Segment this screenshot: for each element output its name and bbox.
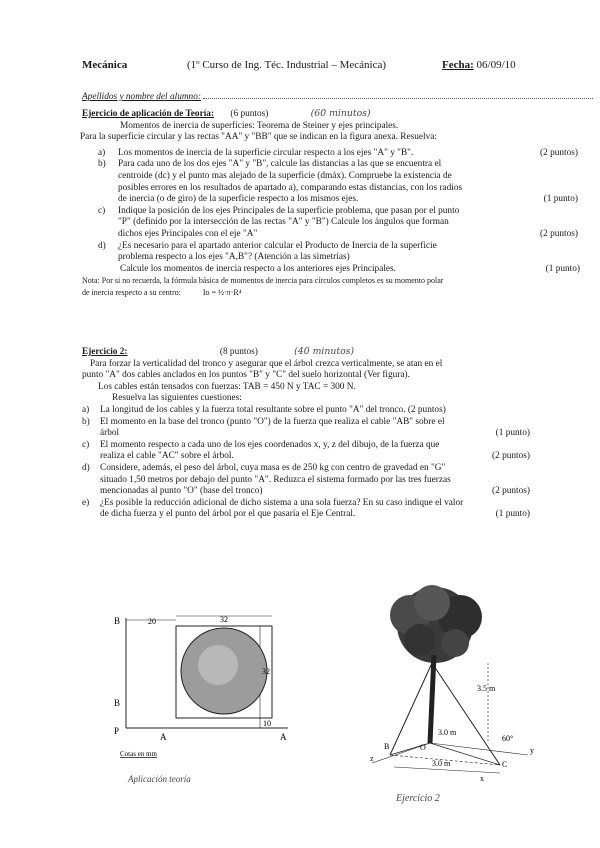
item-line [82, 451, 530, 463]
axis-y [430, 743, 528, 755]
item-label: c) [82, 439, 90, 450]
item-text: centroide (dc) y el punto mas alejado de la superficie (dmáx). Compruebe la existencia de [118, 170, 452, 181]
figure-tree [360, 585, 550, 815]
item-line [82, 229, 578, 241]
exercise2-intro3: Los cables están tensados con fuerzas: TAB = 450 N y TAC = 300 N. [98, 381, 356, 392]
item-text: "P" (definido por la intersección de las rectas "A" y "B") Calcule los ángulos que forman [118, 217, 449, 228]
label-B-top: B [114, 616, 121, 626]
item-text: posibles errores en los resultados de apartado a), comparando estas distancias, con los radios [118, 182, 463, 193]
cable-AB [390, 663, 432, 755]
exercise1-principal: Calcule los momentos de inercia respecto a los anteriores ejes Principales. (1 punto) [120, 263, 580, 274]
student-name-field[interactable] [203, 90, 593, 99]
label-z: z [370, 754, 374, 763]
item-line [82, 183, 578, 195]
dim-32-side: 32 [262, 667, 270, 676]
dim-angle: 60° [502, 734, 514, 743]
date-value: 06/09/10 [476, 59, 516, 71]
exercise1-handnote: (60 minutos) [310, 108, 371, 119]
student-name-label: Apellidos y nombre del alumno: [82, 90, 593, 104]
handnote-aplicacion: Aplicación teoría [128, 774, 191, 784]
exercise1-note1: Nota: Por si no recuerda, la fórmula básica de momentos de inercia para círculos completos es su momento polar [82, 276, 444, 286]
item-line [82, 206, 578, 218]
exercise1-note2: de inercia respecto a su centro: Io = ½·π·R⁴ [82, 287, 242, 297]
item-points: (1 punto) [543, 194, 578, 205]
label-A-left: A [160, 732, 167, 742]
item-points: (2 puntos) [492, 486, 530, 497]
handnote-ejercicio2: Ejercicio 2 [396, 793, 440, 804]
exercise1-points: (6 puntos) [230, 109, 269, 119]
item-text: realiza el cable "AC" sobre el árbol. [100, 451, 234, 462]
tree-trunk [430, 655, 434, 743]
item-line [82, 440, 530, 452]
exercise2-items [82, 404, 530, 521]
exercise1 [80, 108, 580, 299]
label-y: y [530, 746, 534, 755]
caption-cotas: Cotas en mm [120, 750, 157, 758]
dim-10: 10 [263, 719, 271, 728]
item-label: d) [82, 462, 90, 473]
dim-30-left: 3.0 m [438, 728, 457, 737]
item-label: d) [98, 240, 106, 251]
item-text: ¿Es necesario para el apartado anterior calcular el Producto de Inercia de la superficie [118, 240, 437, 251]
item-text: ¿Es posible la reducción adicional de dicho sistema a una sola fuerza? En su caso indique el valor [100, 497, 464, 508]
item-text: El momento en la base del tronco (punto "O") de la fuerza que realiza el cable "AB" sobre el [100, 416, 445, 427]
item-line [82, 498, 530, 510]
item-text: mencionadas al punto "O" (base del tronco) [100, 486, 263, 497]
item-line [82, 159, 578, 171]
item-label: b) [98, 159, 106, 170]
exercise2-handnote: (40 minutos) [294, 346, 355, 357]
item-line [82, 475, 530, 487]
exercise1-items [82, 147, 578, 264]
item-label: a) [82, 404, 90, 415]
date-label: Fecha: [442, 59, 474, 71]
item-line [82, 417, 530, 429]
item-label: e) [82, 497, 90, 508]
label-A-right: A [280, 732, 287, 742]
item-text: de dicha fuerza y el punto del árbol por el que pasaría el Eje Central. [100, 509, 356, 520]
item-text: El momento respecto a cada uno de los ejes coordenados x, y, z del dibujo, de la fuerza que [100, 439, 440, 450]
exercise1-intro1: Momentos de inercia de superficies: Teorema de Steiner y ejes principales. [120, 120, 399, 131]
item-line [82, 252, 578, 264]
item-line [82, 428, 530, 440]
item-line [82, 171, 578, 183]
item-line [82, 194, 578, 206]
item-text: árbol [100, 428, 120, 439]
exercise1-intro2: Para la superficie circular y las rectas "AA" y "BB" que se indican en la figura anexa. Resuelva: [80, 132, 437, 143]
exercise2-title: Ejercicio 2: [82, 347, 128, 357]
item-points: (1 punto) [495, 509, 530, 520]
dim-32-top: 32 [220, 615, 228, 624]
course-title: (1º Curso de Ing. Téc. Industrial – Mecánica) [187, 59, 387, 71]
note-formula: Io = ½·π·R⁴ [202, 287, 242, 297]
exercise2-points: (8 puntos) [219, 347, 258, 357]
label-B-bottom: B [114, 698, 121, 708]
figure-circular-surface [108, 610, 308, 790]
exercise2-header [82, 346, 512, 359]
item-line [82, 509, 530, 521]
subject-title: Mecánica [82, 59, 128, 71]
item-text: Para cada uno de los dos ejes "A" y "B", calcule las distancias a las que se encuentra el [118, 159, 442, 170]
item-label: a) [98, 147, 106, 158]
item-points: (1 punto) [495, 428, 530, 439]
item-points: (2 puntos) [540, 228, 578, 239]
item-text: problema respecto a los ejes "A,B"? (Atención a las simetrías) [118, 252, 350, 263]
item-line [82, 486, 530, 498]
tree-crown [390, 585, 482, 663]
item-text: situado 1,50 metros por debajo del punto "A". Reduzca el sistema formado por las tres fuerzas [100, 474, 451, 485]
item-text: de inercia (o de giro) de la superficie respecto a los mismos ejes. [118, 194, 359, 205]
cable-AC [432, 663, 500, 765]
dim-height: 3.5 m [477, 684, 496, 693]
item-text: Indique la posición de los ejes Principales de la superficie problema, que pasan por el punto [118, 205, 460, 216]
item-text: Los momentos de inercia de la superficie circular respecto a los ejes "A" y "B". [118, 147, 414, 158]
exercise2-intro1: Para forzar la verticalidad del tronco y asegurar que el árbol crezca verticalmente, se atan en el [90, 358, 443, 369]
item-line [82, 463, 530, 475]
item-line [82, 405, 530, 417]
item-line [82, 148, 578, 160]
exercise2-intro2: punto "A" dos cables anclados en los puntos "B" y "C" del suelo horizontal (Ver figura). [82, 370, 410, 381]
exercise2-intro4: Resuelva las siguientes cuestiones: [112, 393, 242, 404]
circle-shading [198, 645, 238, 685]
item-points: (2 puntos) [540, 147, 578, 158]
dim-20: 20 [148, 617, 156, 626]
exercise2 [82, 346, 530, 521]
label-x: x [480, 774, 484, 783]
dim-30-bottom: 3.0 m [432, 759, 451, 768]
exercise1-principal-points: (1 punto) [545, 263, 580, 274]
label-B: B [384, 742, 390, 751]
exercise1-title: Ejercicio de aplicación de Teoría: [82, 109, 215, 119]
item-text: Considere, además, el peso del árbol, cuya masa es de 250 kg con centro de gravedad en "G" [100, 462, 446, 473]
label-P: P [114, 726, 120, 736]
label-C: C [502, 760, 508, 769]
item-text: dichos ejes Principales con el eje "A" [118, 228, 258, 239]
label-O: O [420, 743, 426, 752]
item-line [82, 241, 578, 253]
item-label: c) [98, 205, 106, 216]
item-label: b) [82, 416, 90, 427]
header-subject [82, 60, 127, 72]
item-line [82, 217, 578, 229]
item-points: (2 puntos) [492, 451, 530, 462]
exercise1-header [82, 108, 542, 121]
item-text: La longitud de los cables y la fuerza total resultante sobre el punto "A" del tronco. (2 puntos) [100, 404, 446, 415]
date-block [442, 60, 516, 72]
